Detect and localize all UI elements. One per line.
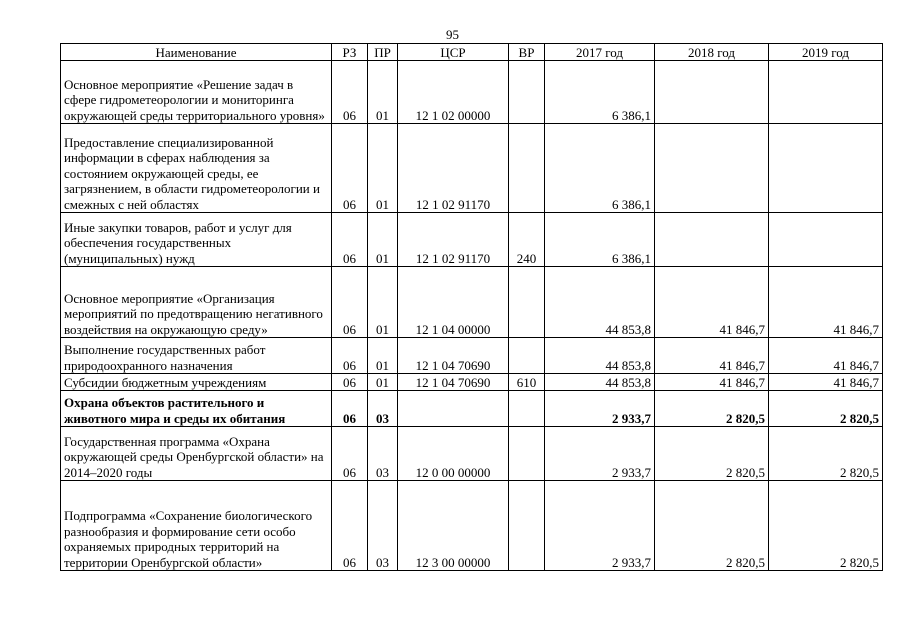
row-2017: 6 386,1 — [545, 213, 655, 267]
table-row — [61, 391, 883, 427]
row-2018 — [655, 213, 769, 267]
row-vr — [509, 391, 545, 427]
row-vr — [509, 338, 545, 374]
row-csr: 12 1 04 00000 — [398, 267, 509, 338]
row-rz: 06 — [332, 124, 368, 213]
header-rz: РЗ — [332, 44, 368, 61]
row-pr: 01 — [368, 338, 398, 374]
row-name: Основное мероприятие «Решение задач в сфере гидрометеорологии и мониторинга окружающей среды территориального уровня» — [61, 61, 332, 124]
table-row — [61, 374, 883, 391]
row-csr: 12 1 04 70690 — [398, 338, 509, 374]
row-2019: 2 820,5 — [769, 391, 883, 427]
row-name: Иные закупки товаров, работ и услуг для обеспечения государственных (муниципальных) нужд — [61, 213, 332, 267]
row-2018: 2 820,5 — [655, 427, 769, 481]
row-2017: 2 933,7 — [545, 391, 655, 427]
row-2017: 2 933,7 — [545, 481, 655, 571]
row-vr — [509, 124, 545, 213]
row-rz: 06 — [332, 61, 368, 124]
row-name: Подпрограмма «Сохранение биологического разнообразия и формирование сети особо охраняемых природных территорий на территории Оренбургской области» — [61, 481, 332, 571]
row-csr: 12 1 04 70690 — [398, 374, 509, 391]
row-2018: 41 846,7 — [655, 267, 769, 338]
table-row — [61, 338, 883, 374]
header-2019: 2019 год — [769, 44, 883, 61]
header-2017: 2017 год — [545, 44, 655, 61]
table-row — [61, 124, 883, 213]
row-name: Основное мероприятие «Организация мероприятий по предотвращению негативного воздействия на окружающую среду» — [61, 267, 332, 338]
header-vr: ВР — [509, 44, 545, 61]
row-pr: 03 — [368, 481, 398, 571]
table-row — [61, 213, 883, 267]
row-2017: 6 386,1 — [545, 124, 655, 213]
header-pr: ПР — [368, 44, 398, 61]
row-vr — [509, 427, 545, 481]
row-csr: 12 1 02 00000 — [398, 61, 509, 124]
row-csr — [398, 391, 509, 427]
header-csr: ЦСР — [398, 44, 509, 61]
row-vr — [509, 61, 545, 124]
row-pr: 01 — [368, 267, 398, 338]
row-rz: 06 — [332, 391, 368, 427]
row-name: Выполнение государственных работ природоохранного назначения — [61, 338, 332, 374]
row-vr — [509, 481, 545, 571]
budget-table — [60, 43, 883, 571]
row-vr — [509, 267, 545, 338]
row-2017: 44 853,8 — [545, 267, 655, 338]
row-pr: 01 — [368, 61, 398, 124]
row-name: Предоставление специализированной информации в сферах наблюдения за состоянием окружающей среды, ее загрязнением, в области гидрометеорологии и смежных с ней областях — [61, 124, 332, 213]
row-rz: 06 — [332, 427, 368, 481]
row-2017: 2 933,7 — [545, 427, 655, 481]
row-2019: 2 820,5 — [769, 427, 883, 481]
table-row — [61, 61, 883, 124]
row-vr: 610 — [509, 374, 545, 391]
row-2018 — [655, 61, 769, 124]
page-number: 95 — [446, 27, 459, 42]
row-2018 — [655, 124, 769, 213]
row-2019 — [769, 61, 883, 124]
row-csr: 12 3 00 00000 — [398, 481, 509, 571]
row-rz: 06 — [332, 267, 368, 338]
row-vr: 240 — [509, 213, 545, 267]
row-2017: 6 386,1 — [545, 61, 655, 124]
row-2018: 2 820,5 — [655, 481, 769, 571]
row-csr: 12 1 02 91170 — [398, 124, 509, 213]
row-rz: 06 — [332, 374, 368, 391]
row-2019 — [769, 213, 883, 267]
row-2018: 41 846,7 — [655, 338, 769, 374]
row-rz: 06 — [332, 213, 368, 267]
row-2017: 44 853,8 — [545, 338, 655, 374]
row-2019: 41 846,7 — [769, 267, 883, 338]
row-2017: 44 853,8 — [545, 374, 655, 391]
row-2019: 41 846,7 — [769, 338, 883, 374]
row-name: Охрана объектов растительного и животного мира и среды их обитания — [61, 391, 332, 427]
row-2019: 2 820,5 — [769, 481, 883, 571]
table-row — [61, 427, 883, 481]
table-row — [61, 481, 883, 571]
row-pr: 01 — [368, 213, 398, 267]
row-2019 — [769, 124, 883, 213]
row-csr: 12 0 00 00000 — [398, 427, 509, 481]
row-2018: 2 820,5 — [655, 391, 769, 427]
row-name: Государственная программа «Охрана окружающей среды Оренбургской области» на 2014–2020 годы — [61, 427, 332, 481]
header-2018: 2018 год — [655, 44, 769, 61]
row-pr: 01 — [368, 124, 398, 213]
row-pr: 03 — [368, 391, 398, 427]
row-rz: 06 — [332, 481, 368, 571]
row-csr: 12 1 02 91170 — [398, 213, 509, 267]
row-name: Субсидии бюджетным учреждениям — [61, 374, 332, 391]
header-row — [61, 44, 883, 61]
row-pr: 03 — [368, 427, 398, 481]
row-rz: 06 — [332, 338, 368, 374]
row-2019: 41 846,7 — [769, 374, 883, 391]
table-row — [61, 267, 883, 338]
row-2018: 41 846,7 — [655, 374, 769, 391]
row-pr: 01 — [368, 374, 398, 391]
header-name: Наименование — [61, 44, 332, 61]
